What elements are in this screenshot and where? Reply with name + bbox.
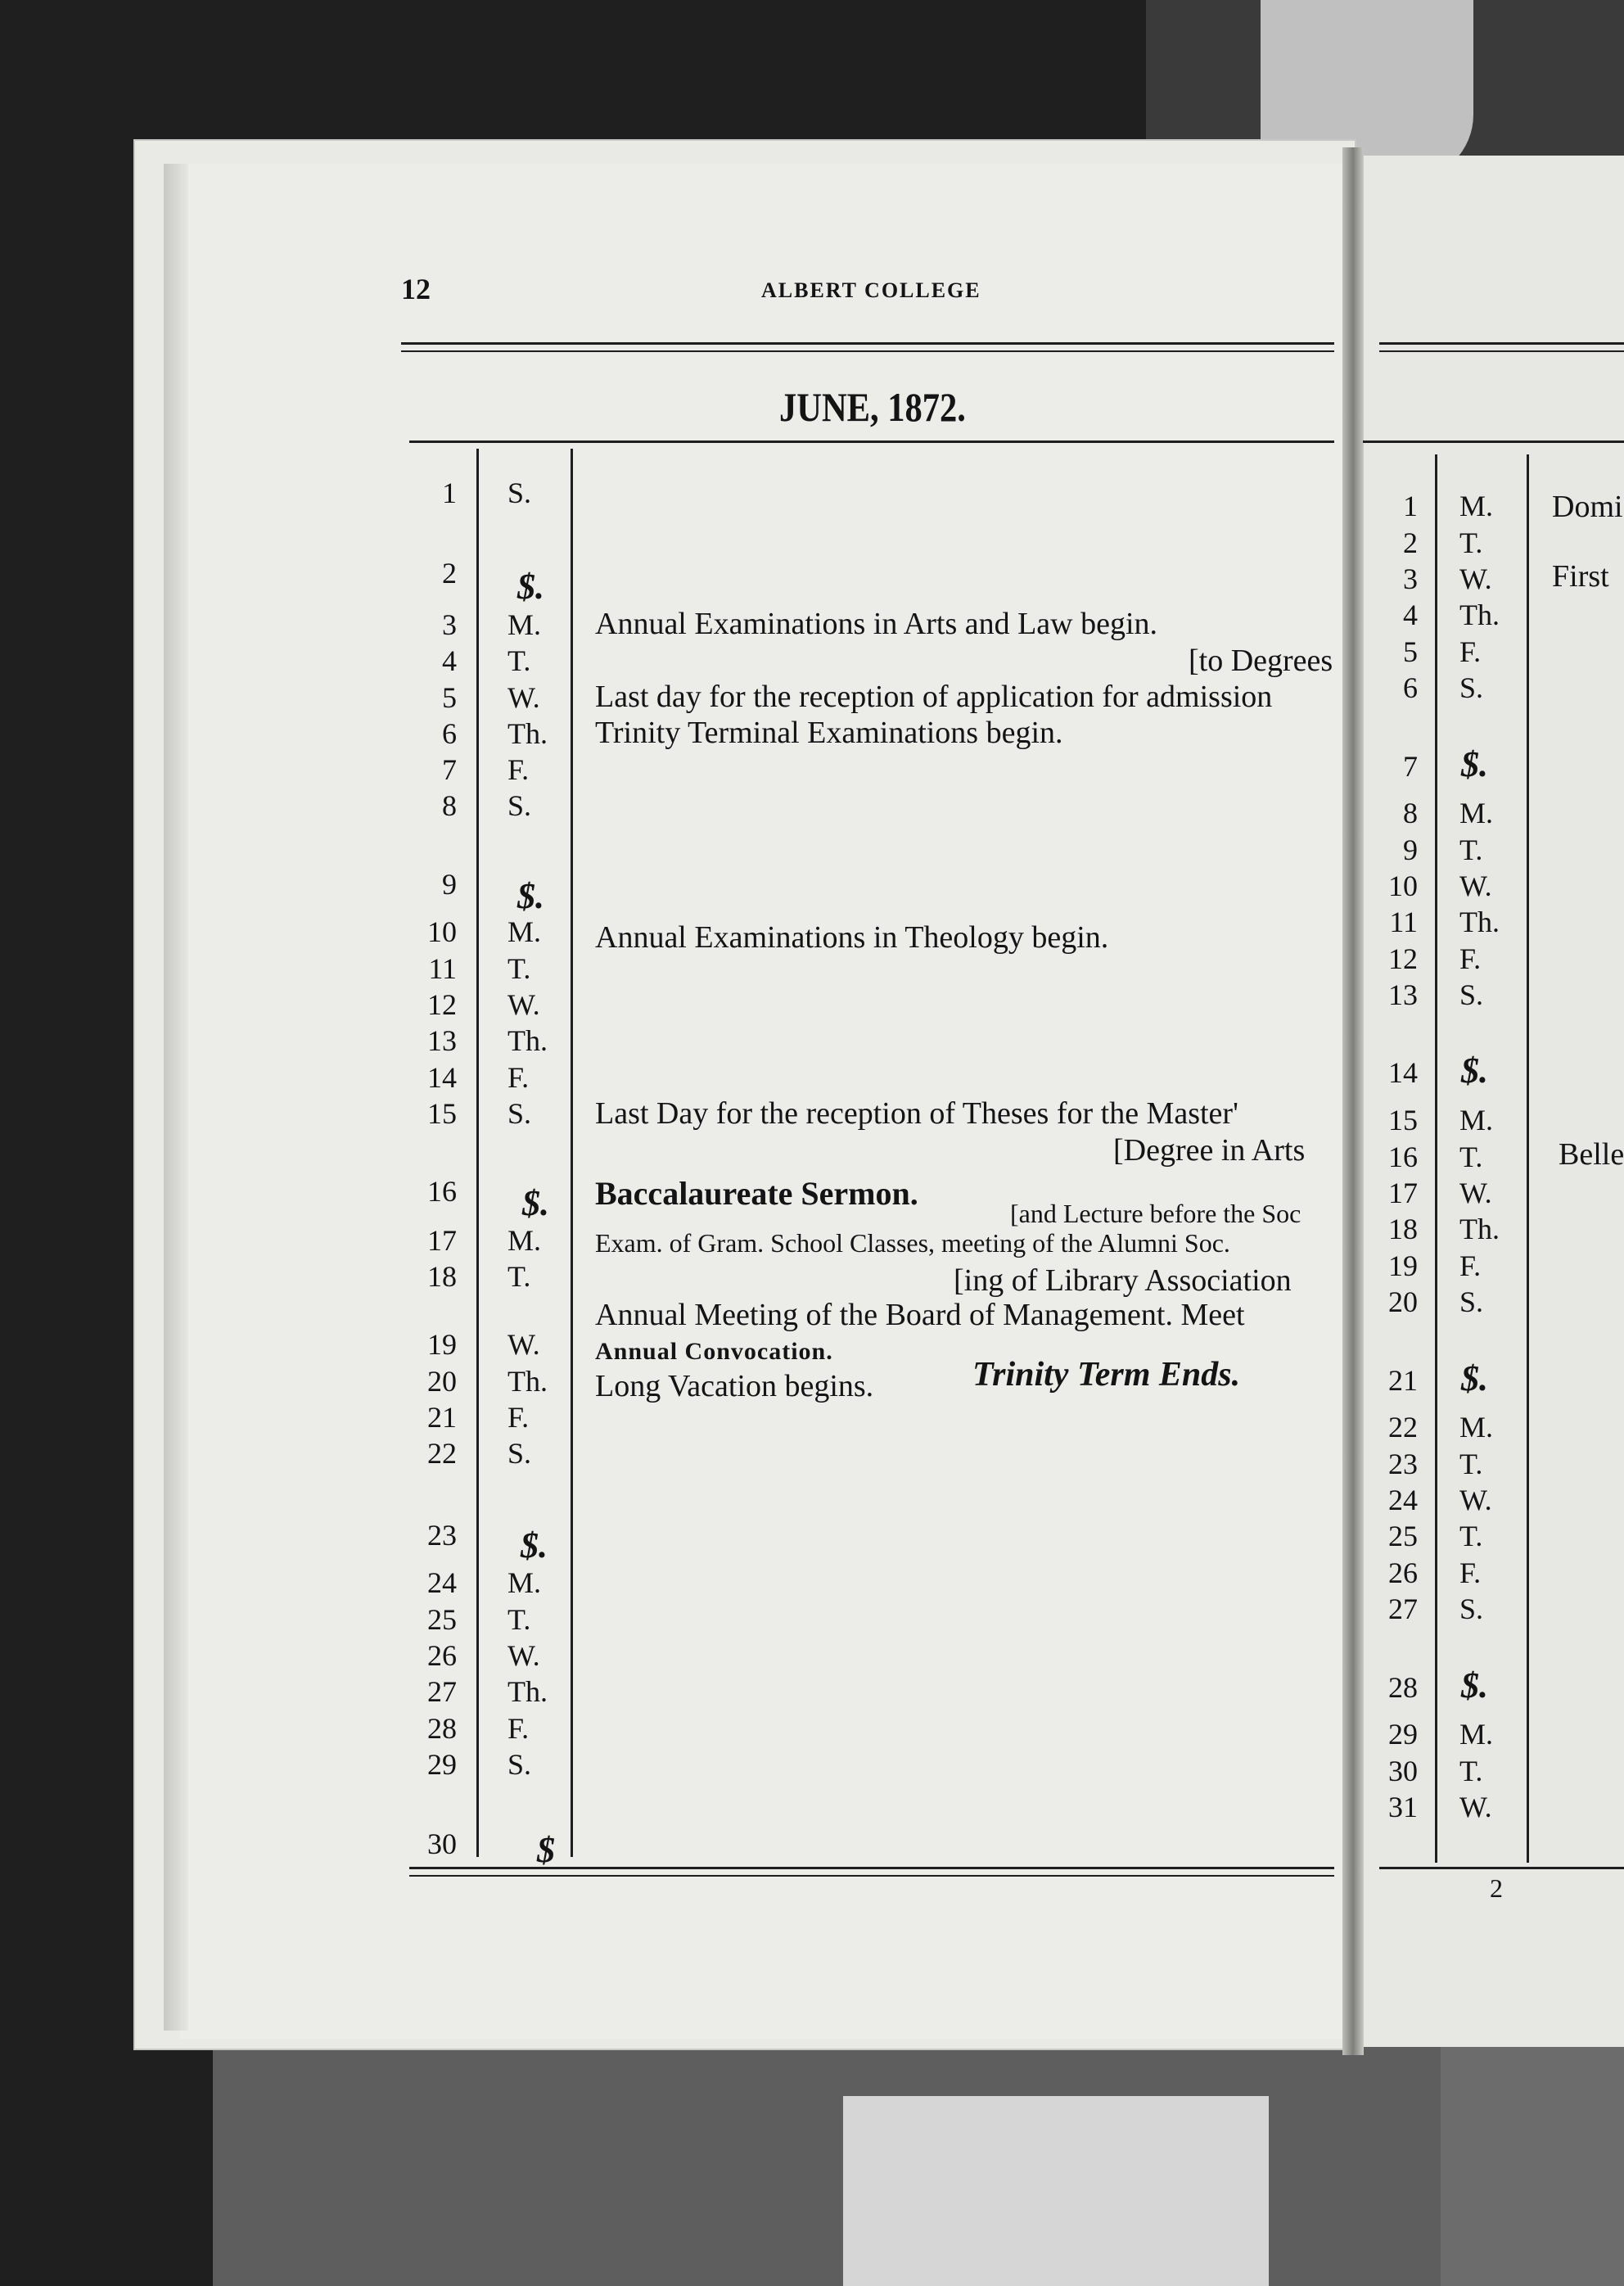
right-day-number: 25: [1388, 1520, 1418, 1552]
right-day-of-week: S.: [1459, 1285, 1484, 1318]
right-day-of-week: S.: [1459, 671, 1484, 704]
day-of-week: M.: [508, 608, 542, 641]
day-column-rule: [476, 449, 479, 1857]
right-day-of-week: T.: [1459, 1755, 1483, 1787]
right-day-of-week: W.: [1459, 1177, 1492, 1209]
event-entry: Exam. of Gram. School Classes, meeting of the Alumni Soc.: [595, 1228, 1230, 1258]
day-number: 24: [427, 1566, 457, 1599]
right-event-entry: Domi: [1552, 490, 1623, 524]
right-day-number: 9: [1403, 834, 1418, 866]
right-day-of-week: W.: [1459, 1484, 1492, 1516]
right-table-top-rule: [1363, 440, 1624, 443]
event-entry: Annual Examinations in Theology begin.: [595, 920, 1109, 955]
day-number: 17: [427, 1224, 457, 1257]
day-of-week: Th.: [508, 717, 548, 750]
day-number: 26: [427, 1639, 457, 1672]
day-number: 27: [427, 1675, 457, 1708]
day-of-week: F.: [508, 753, 530, 786]
event-continuation: [to Degrees: [1189, 644, 1333, 678]
day-of-week: T.: [508, 1603, 531, 1636]
right-day-of-week: W.: [1459, 1791, 1492, 1823]
event-entry: Last day for the reception of application for admission: [595, 680, 1273, 714]
day-of-week: W.: [508, 1328, 540, 1361]
page-number: 12: [401, 273, 431, 305]
day-number: 10: [427, 915, 457, 948]
page-edge: [164, 164, 188, 2031]
day-of-week: F.: [508, 1061, 530, 1094]
day-number: 23: [427, 1519, 457, 1552]
table-top-rule: [409, 440, 1334, 443]
day-number: 9: [442, 868, 457, 901]
right-day-of-week: F.: [1459, 1249, 1482, 1282]
right-day-number: 10: [1388, 870, 1418, 902]
right-table-bottom-rule: [1379, 1867, 1624, 1869]
day-of-week: S.: [508, 1097, 532, 1130]
right-header-rule-thin: [1379, 350, 1624, 352]
right-day-of-week: T.: [1459, 1520, 1483, 1552]
sunday-mark: $.: [517, 876, 544, 916]
day-of-week: M.: [508, 1224, 542, 1257]
event-entry: Trinity Terminal Examinations begin.: [595, 716, 1063, 750]
right-day-number: 28: [1388, 1671, 1418, 1704]
day-number: 4: [442, 644, 457, 677]
day-of-week: F.: [508, 1401, 530, 1434]
right-day-number: 17: [1388, 1177, 1418, 1209]
day-number: 28: [427, 1712, 457, 1745]
day-of-week: W.: [508, 681, 540, 714]
day-number: 22: [427, 1437, 457, 1470]
right-page-footer: 2: [1490, 1873, 1503, 1903]
day-of-week: S.: [508, 789, 532, 822]
right-day-number: 18: [1388, 1213, 1418, 1245]
right-day-of-week: F.: [1459, 1556, 1482, 1589]
right-day-of-week: Th.: [1459, 906, 1500, 938]
day-number: 21: [427, 1401, 457, 1434]
right-day-number: 31: [1388, 1791, 1418, 1823]
day-number: 11: [428, 952, 457, 985]
day-number: 30: [427, 1827, 457, 1860]
header-rule-thin: [401, 350, 1334, 352]
day-of-week: Th.: [508, 1675, 548, 1708]
day-of-week: F.: [508, 1712, 530, 1745]
right-sunday-mark: $.: [1461, 1665, 1488, 1705]
event-continuation: [and Lecture before the Soc: [1010, 1199, 1301, 1228]
day-number: 6: [442, 717, 457, 750]
sunday-mark: $.: [517, 567, 544, 607]
right-day-number: 1: [1403, 490, 1418, 522]
right-day-number: 13: [1388, 978, 1418, 1011]
right-day-number: 30: [1388, 1755, 1418, 1787]
right-day-of-week: W.: [1459, 870, 1492, 902]
right-day-of-week: M.: [1459, 1411, 1494, 1443]
right-day-number: 26: [1388, 1556, 1418, 1589]
event-continuation: [Degree in Arts: [1113, 1133, 1306, 1168]
right-day-number: 29: [1388, 1718, 1418, 1751]
day-of-week: T.: [508, 1260, 531, 1293]
right-day-of-week: M.: [1459, 1104, 1494, 1136]
right-day-number: 2: [1403, 526, 1418, 559]
sunday-mark: $.: [522, 1183, 549, 1223]
right-sunday-mark: $.: [1461, 744, 1488, 784]
day-number: 20: [427, 1365, 457, 1398]
day-of-week: Th.: [508, 1365, 548, 1398]
right-day-of-week: M.: [1459, 797, 1494, 829]
day-number: 8: [442, 789, 457, 822]
dow-column-rule: [571, 449, 573, 1857]
right-day-of-week: T.: [1459, 834, 1483, 866]
event-entry: Annual Examinations in Arts and Law begin.: [595, 607, 1158, 641]
month-title: JUNE, 1872.: [779, 384, 966, 430]
day-of-week: Th.: [508, 1024, 548, 1057]
table-bottom-rule-thin: [409, 1875, 1334, 1877]
day-number: 15: [427, 1097, 457, 1130]
day-of-week: T.: [508, 952, 531, 985]
event-entry: Long Vacation begins.: [595, 1369, 874, 1403]
right-day-column-rule: [1435, 454, 1437, 1863]
right-day-number: 20: [1388, 1285, 1418, 1318]
day-number: 29: [427, 1748, 457, 1781]
right-day-number: 7: [1403, 750, 1418, 783]
right-day-of-week: F.: [1459, 942, 1482, 975]
event-entry-smallcaps: Annual Convocation.: [595, 1338, 833, 1365]
day-number: 7: [442, 753, 457, 786]
right-day-of-week: T.: [1459, 1141, 1483, 1173]
day-number: 12: [427, 988, 457, 1021]
day-number: 25: [427, 1603, 457, 1636]
event-continuation: [ing of Library Association: [954, 1263, 1292, 1298]
right-day-of-week: F.: [1459, 635, 1482, 668]
right-day-number: 24: [1388, 1484, 1418, 1516]
right-day-of-week: W.: [1459, 562, 1492, 595]
background-bottom-highlight: [843, 2096, 1269, 2286]
day-number: 14: [427, 1061, 457, 1094]
right-header-rule: [1379, 342, 1624, 345]
right-day-of-week: M.: [1459, 490, 1494, 522]
sunday-mark: $: [537, 1830, 555, 1870]
right-day-number: 6: [1403, 671, 1418, 704]
event-entry: Last Day for the reception of Theses for the Master': [595, 1096, 1238, 1131]
event-entry: Annual Meeting of the Board of Management. Meet: [595, 1298, 1245, 1332]
day-of-week: W.: [508, 1639, 540, 1672]
sunday-mark: $.: [521, 1525, 548, 1565]
right-event-entry: First: [1552, 559, 1609, 594]
right-day-number: 4: [1403, 599, 1418, 631]
day-number: 1: [442, 477, 457, 509]
right-day-number: 5: [1403, 635, 1418, 668]
right-day-of-week: T.: [1459, 526, 1483, 559]
right-day-number: 23: [1388, 1448, 1418, 1480]
right-day-number: 11: [1389, 906, 1418, 938]
day-of-week: S.: [508, 477, 532, 509]
right-dow-column-rule: [1527, 454, 1529, 1863]
day-number: 2: [442, 557, 457, 590]
right-day-number: 19: [1388, 1249, 1418, 1282]
day-of-week: M.: [508, 1566, 542, 1599]
day-number: 16: [427, 1175, 457, 1208]
right-day-of-week: T.: [1459, 1448, 1483, 1480]
day-of-week: S.: [508, 1748, 532, 1781]
right-sunday-mark: $.: [1461, 1358, 1488, 1398]
day-of-week: W.: [508, 988, 540, 1021]
right-day-number: 22: [1388, 1411, 1418, 1443]
right-event-entry: Belle: [1559, 1137, 1624, 1172]
day-number: 19: [427, 1328, 457, 1361]
right-day-of-week: S.: [1459, 1593, 1484, 1625]
book-gutter: [1342, 147, 1364, 2055]
day-of-week: S.: [508, 1437, 532, 1470]
day-number: 18: [427, 1260, 457, 1293]
event-blackletter: Trinity Term Ends.: [972, 1356, 1241, 1394]
event-entry-bold: Baccalaureate Sermon.: [595, 1175, 918, 1212]
day-of-week: T.: [508, 644, 531, 677]
header-rule: [401, 342, 1334, 345]
right-day-number: 16: [1388, 1141, 1418, 1173]
right-sunday-mark: $.: [1461, 1050, 1488, 1091]
right-day-number: 8: [1403, 797, 1418, 829]
right-day-number: 27: [1388, 1593, 1418, 1625]
right-day-of-week: S.: [1459, 978, 1484, 1011]
day-number: 5: [442, 681, 457, 714]
day-number: 13: [427, 1024, 457, 1057]
right-day-number: 12: [1388, 942, 1418, 975]
day-of-week: M.: [508, 915, 542, 948]
running-title: ALBERT COLLEGE: [761, 278, 981, 302]
right-day-number: 15: [1388, 1104, 1418, 1136]
right-day-of-week: Th.: [1459, 599, 1500, 631]
right-day-of-week: M.: [1459, 1718, 1494, 1751]
right-day-of-week: Th.: [1459, 1213, 1500, 1245]
day-number: 3: [442, 608, 457, 641]
right-day-number: 14: [1388, 1056, 1418, 1089]
right-day-number: 3: [1403, 562, 1418, 595]
right-day-number: 21: [1388, 1364, 1418, 1397]
